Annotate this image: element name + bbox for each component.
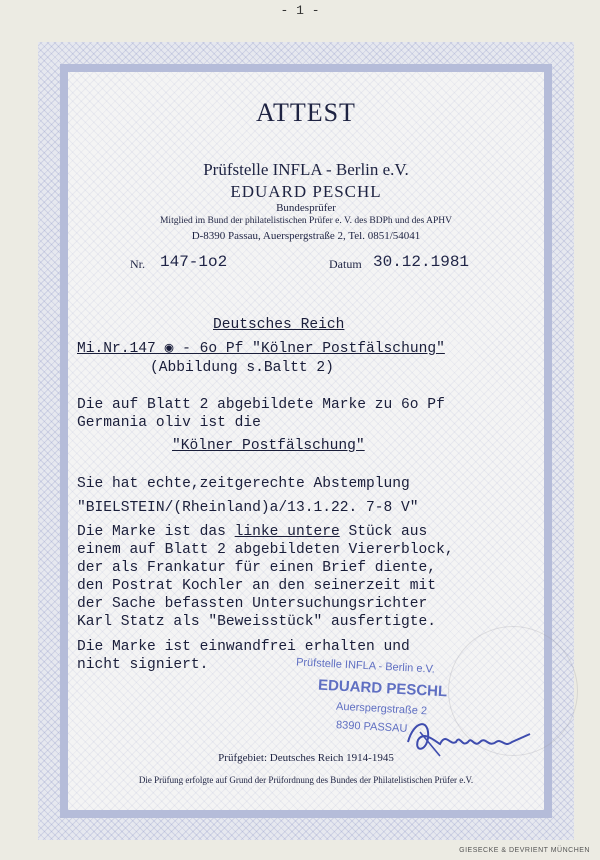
exam-scope: Prüfgebiet: Deutsches Reich 1914-1945	[218, 752, 394, 764]
text-span: Die Marke ist das	[77, 524, 235, 540]
stamp-line-2: EDUARD PESCHL	[317, 676, 448, 701]
printer-imprint: GIESECKE & DEVRIENT MÜNCHEN	[459, 847, 590, 854]
paragraph-4-line-2: nicht signiert.	[77, 657, 209, 673]
address-line: D-8390 Passau, Auerspergstraße 2, Tel. 0851/54041	[191, 230, 421, 242]
position-text: linke untere	[234, 524, 340, 540]
exam-statement: Die Prüfung erfolgte auf Grund der Prüfordnung des Bundes der Philatelistischen Prüfer e.V.	[138, 775, 474, 785]
nr-value: 147-1o2	[160, 253, 228, 271]
membership-line: Mitglied im Bund der philatelistischen Prüfer e. V. des BDPh und des APHV	[159, 216, 453, 226]
nr-label: Nr.	[130, 257, 145, 271]
examiner-role: Bundesprüfer	[276, 202, 336, 214]
examiner-name: EDUARD PESCHL	[230, 182, 382, 201]
paragraph-1-line-1: Die auf Blatt 2 abgebildete Marke zu 6o Pf	[77, 397, 445, 413]
illustration-note: (Abbildung s.Baltt 2)	[150, 360, 334, 376]
postmark-text: "BIELSTEIN/(Rheinland)a/13.1.22. 7-8 V"	[77, 500, 419, 516]
paragraph-1-line-2: Germania oliv ist die	[77, 415, 261, 431]
date-label: Datum	[329, 257, 362, 271]
paragraph-3-line-6: Karl Statz als "Beweisstück" ausfertigte.	[77, 614, 437, 630]
date-value: 30.12.1981	[373, 253, 470, 271]
stamp-line-4: 8390 PASSAU	[335, 719, 408, 735]
certificate-title: ATTEST	[256, 98, 356, 127]
country-heading: Deutsches Reich	[213, 317, 345, 333]
paragraph-3-line-3: der als Frankatur für einen Brief diente,	[77, 560, 437, 576]
paragraph-4-line-1: Die Marke ist einwandfrei erhalten und	[77, 639, 410, 655]
paragraph-3-line-1	[77, 523, 427, 541]
text-span: Stück aus	[339, 524, 428, 540]
stamp-line-3: Auerspergstraße 2	[335, 700, 428, 718]
paragraph-2-line-1: Sie hat echte,zeitgerechte Abstemplung	[77, 476, 410, 492]
paragraph-3-line-4: den Postrat Kochler an den seinerzeit mit	[77, 578, 437, 594]
organization-name: Prüfstelle INFLA - Berlin e.V.	[203, 160, 409, 179]
paragraph-3-line-2: einem auf Blatt 2 abgebildeten Viererblock,	[77, 542, 454, 558]
catalog-item: Mi.Nr.147 ◉ - 6o Pf "Kölner Postfälschung"	[77, 341, 445, 357]
forgery-name: "Kölner Postfälschung"	[172, 438, 365, 454]
page-number: - 1 -	[280, 3, 320, 18]
paragraph-3-line-5: der Sache befassten Untersuchungsrichter	[77, 596, 428, 612]
stamp-line-1: Prüfstelle INFLA - Berlin e.V.	[295, 656, 436, 676]
